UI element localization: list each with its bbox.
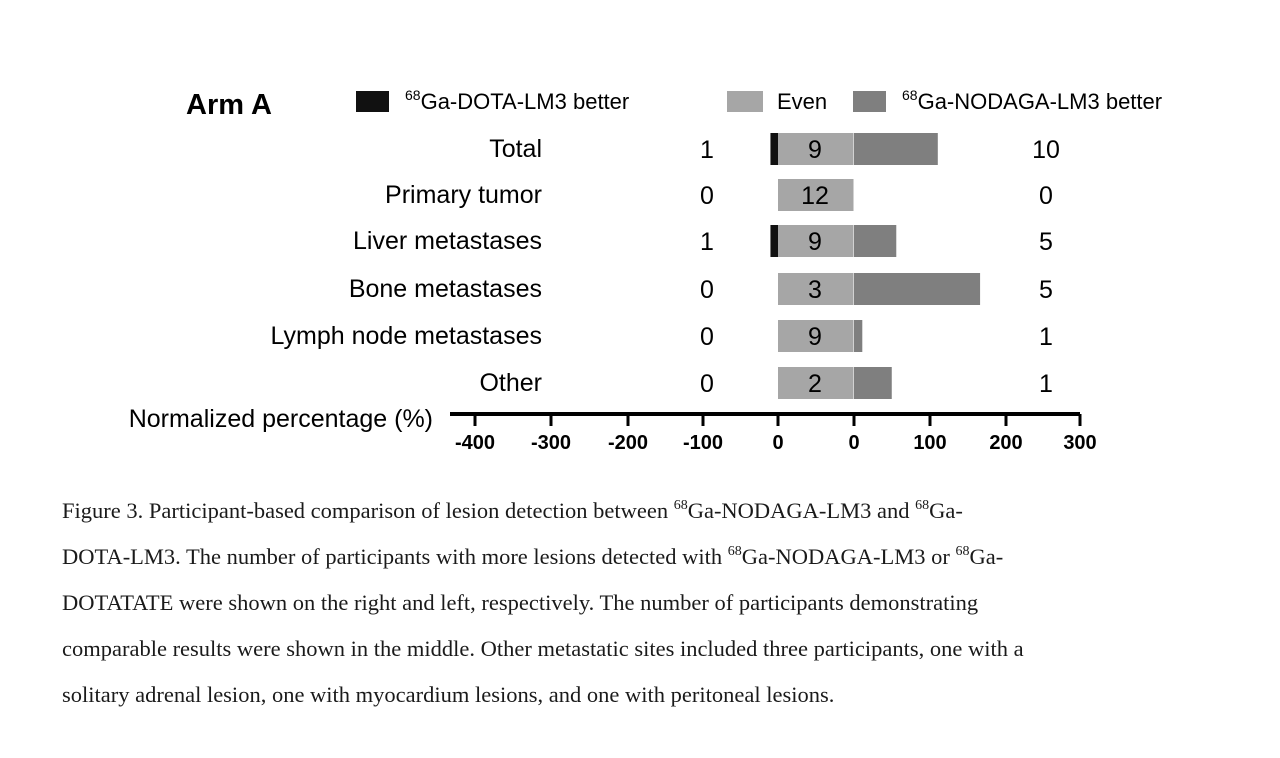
x-tick-label: -100 (682, 432, 724, 454)
left-count-label: 0 (700, 182, 714, 210)
right-count-label: 10 (1032, 136, 1060, 164)
left-count-label: 0 (700, 370, 714, 398)
caption-line-2: DOTA-LM3. The number of participants with more lesions detected with $^{68}$Ga-NODAGA-LM3 or $^{68}$Ga- (62, 544, 1004, 569)
even-count-label: 9 (808, 228, 822, 256)
legend-label-even: Even (777, 89, 828, 114)
figure-caption (62, 488, 1222, 718)
legend-swatch-even (727, 91, 763, 112)
bar-dota-better (770, 225, 778, 257)
even-count-label: 12 (801, 182, 829, 210)
even-count-label: 3 (808, 276, 822, 304)
right-count-label: 5 (1039, 276, 1053, 304)
bar-dota-better (770, 133, 778, 165)
category-label: Total (489, 135, 542, 163)
caption-line-4: comparable results were shown in the middle. Other metastatic sites included three participants, one with a (62, 636, 1024, 661)
bar-nodaga-better (854, 367, 892, 399)
right-count-label: 0 (1039, 182, 1053, 210)
category-label: Liver metastases (353, 227, 542, 255)
left-count-label: 0 (700, 276, 714, 304)
chart-rows (271, 133, 1060, 399)
left-count-label: 0 (700, 323, 714, 351)
x-tick-label: -300 (530, 432, 572, 454)
legend-label-dota (405, 87, 629, 114)
left-count-label: 1 (700, 228, 714, 256)
x-tick-label: 0 (772, 432, 784, 454)
bar-nodaga-better (854, 133, 938, 165)
legend (356, 87, 1162, 114)
bar-nodaga-better (854, 273, 980, 305)
legend-text-dota: Ga-DOTA-LM3 better (420, 89, 630, 114)
even-count-label: 2 (808, 370, 822, 398)
caption-line-1: Figure 3. Participant-based comparison of lesion detection between $^{68}$Ga-NODAGA-LM3 and $^{68}$Ga- (62, 498, 963, 523)
right-count-label: 1 (1039, 370, 1053, 398)
left-count-label: 1 (700, 136, 714, 164)
even-count-label: 9 (808, 323, 822, 351)
right-count-label: 1 (1039, 323, 1053, 351)
x-tick-label: -400 (454, 432, 496, 454)
legend-text-nodaga: Ga-NODAGA-LM3 better (917, 89, 1163, 114)
bar-nodaga-better (854, 225, 896, 257)
category-label: Lymph node metastases (270, 322, 542, 350)
x-axis-ticks (455, 414, 1097, 454)
right-count-label: 5 (1039, 228, 1053, 256)
even-count-label: 9 (808, 136, 822, 164)
legend-label-nodaga (902, 87, 1162, 114)
x-tick-label: 100 (913, 432, 947, 454)
x-tick-label: 300 (1063, 432, 1097, 454)
chart-title: Arm A (186, 89, 272, 121)
legend-sup-dota: 68 (405, 87, 421, 103)
x-tick-label: 0 (848, 432, 860, 454)
caption-line-5: solitary adrenal lesion, one with myocardium lesions, and one with peritoneal lesions. (62, 682, 835, 707)
legend-swatch-dota (356, 91, 389, 112)
caption-line-3: DOTATATE were shown on the right and left, respectively. The number of participants demonstrating (62, 590, 979, 615)
category-label: Primary tumor (385, 181, 542, 209)
legend-sup-nodaga: 68 (902, 87, 918, 103)
legend-swatch-nodaga (853, 91, 886, 112)
x-tick-label: 200 (989, 432, 1023, 454)
category-label: Bone metastases (348, 275, 542, 303)
x-tick-label: -200 (607, 432, 649, 454)
bar-nodaga-better (854, 320, 862, 352)
x-axis-label: Normalized percentage (%) (128, 405, 433, 433)
category-label: Other (479, 369, 542, 397)
